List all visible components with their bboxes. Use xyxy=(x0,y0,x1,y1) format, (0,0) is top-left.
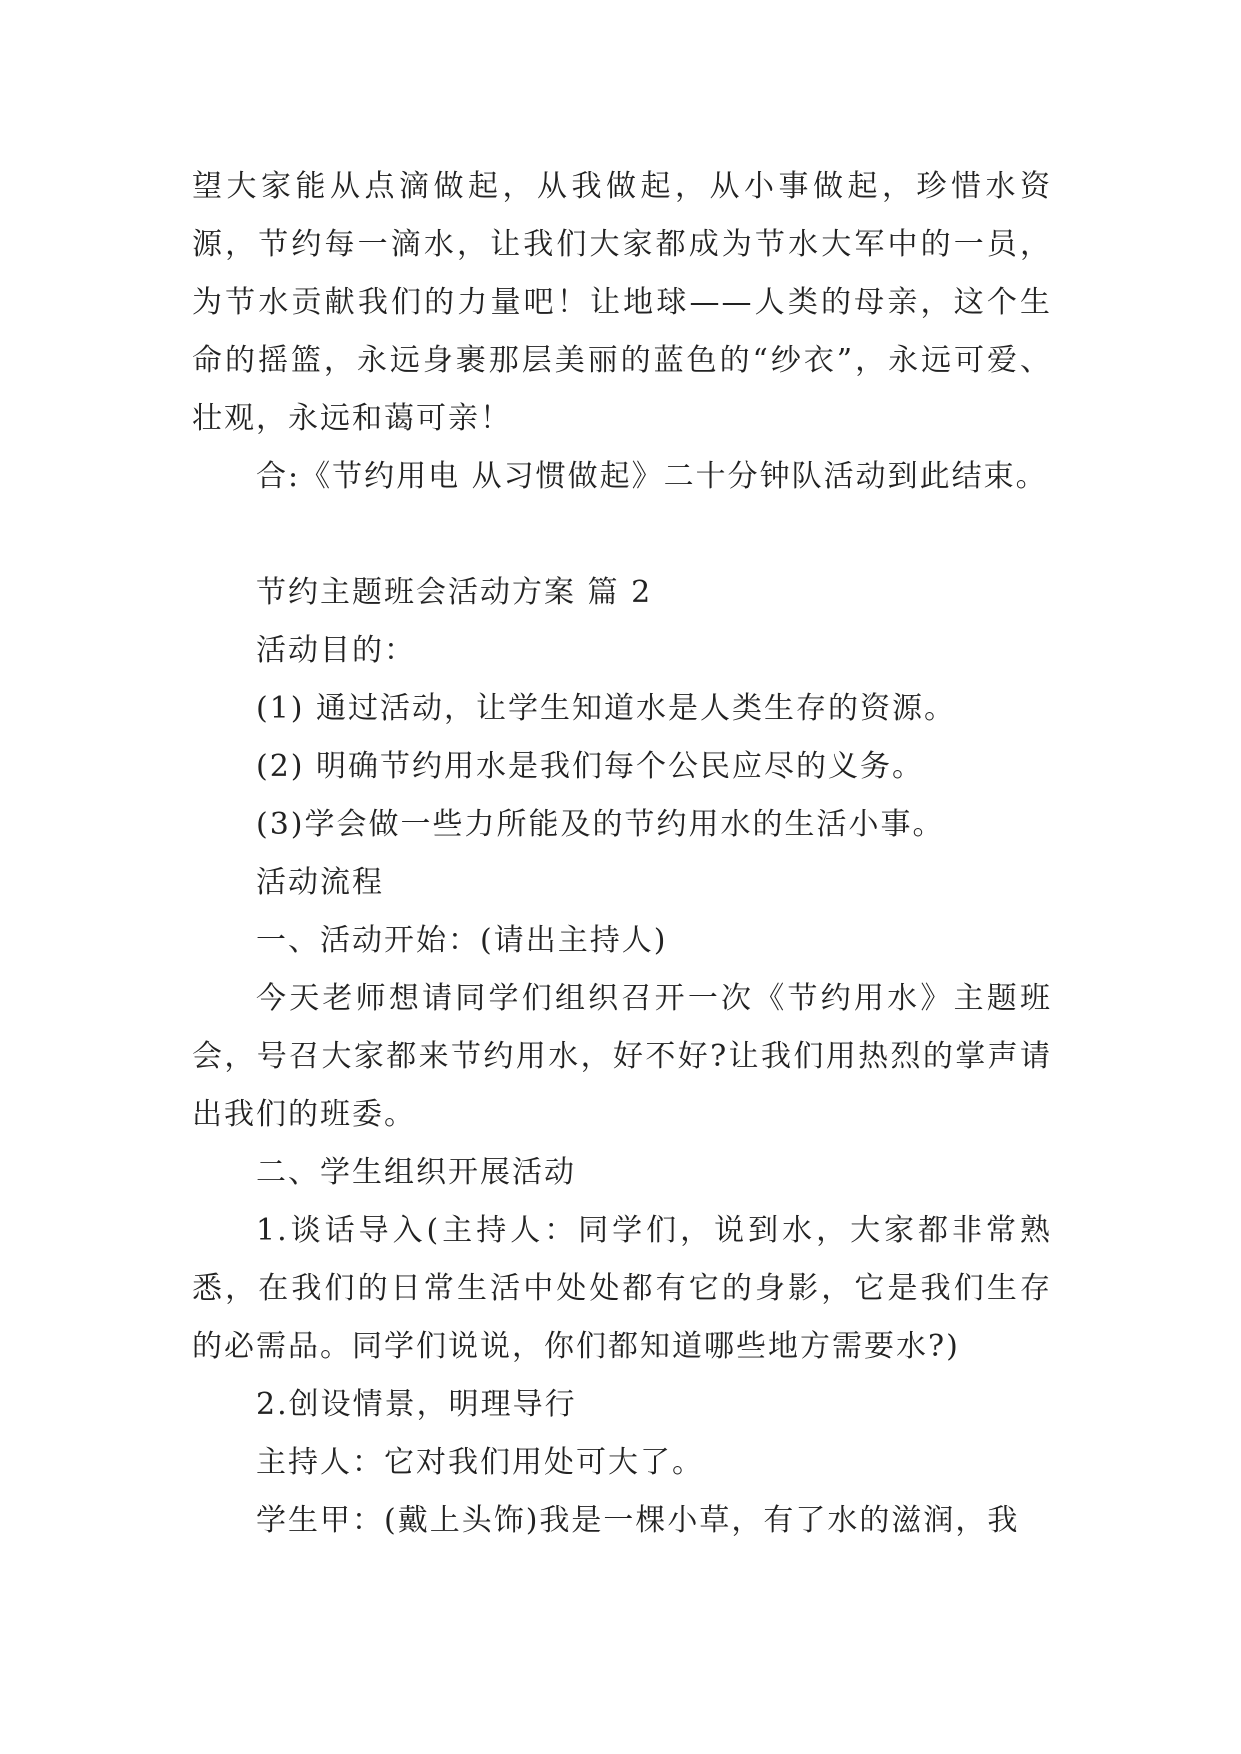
flow-substep-1: 1.谈话导入(主持人：同学们，说到水，大家都非常熟悉，在我们的日常生活中处处都有它的身影，它是我们生存的必需品。同学们说说，你们都知道哪些地方需要水?) xyxy=(192,1213,1052,1364)
activity-flow-heading: 活动流程 xyxy=(256,865,384,900)
document-page xyxy=(192,158,1052,1550)
purpose-item-2: (2) 明确节约用水是我们每个公民应尽的义务。 xyxy=(256,749,925,784)
host-line: 主持人：它对我们用处可大了。 xyxy=(256,1445,704,1480)
paragraph-1: 望大家能从点滴做起，从我做起，从小事做起，珍惜水资源，节约每一滴水，让我们大家都成为节水大军中的一员，为节水贡献我们的力量吧！让地球——人类的母亲，这个生命的摇篮，永远身裹那层美丽的蓝色的“纱衣”，永远可爱、壮观，永远和蔼可亲！ xyxy=(192,169,1052,436)
section-heading: 节约主题班会活动方案 篇 2 xyxy=(256,575,653,610)
section-gap xyxy=(192,506,1052,564)
student-a-line: 学生甲：(戴上头饰)我是一棵小草，有了水的滋润，我 xyxy=(256,1503,1020,1538)
activity-purpose-heading: 活动目的： xyxy=(256,633,416,668)
flow-step-1-heading: 一、活动开始：(请出主持人) xyxy=(256,923,668,958)
paragraph-2: 合:《节约用电 从习惯做起》二十分钟队活动到此结束。 xyxy=(256,459,1048,494)
flow-substep-2: 2.创设情景，明理导行 xyxy=(256,1387,577,1422)
flow-step-1-text: 今天老师想请同学们组织召开一次《节约用水》主题班会，号召大家都来节约用水，好不好?让我们用热烈的掌声请出我们的班委。 xyxy=(192,981,1052,1132)
purpose-item-1: (1) 通过活动，让学生知道水是人类生存的资源。 xyxy=(256,691,957,726)
purpose-item-3: (3)学会做一些力所能及的节约用水的生活小事。 xyxy=(256,807,945,842)
flow-step-2-heading: 二、学生组织开展活动 xyxy=(256,1155,576,1190)
